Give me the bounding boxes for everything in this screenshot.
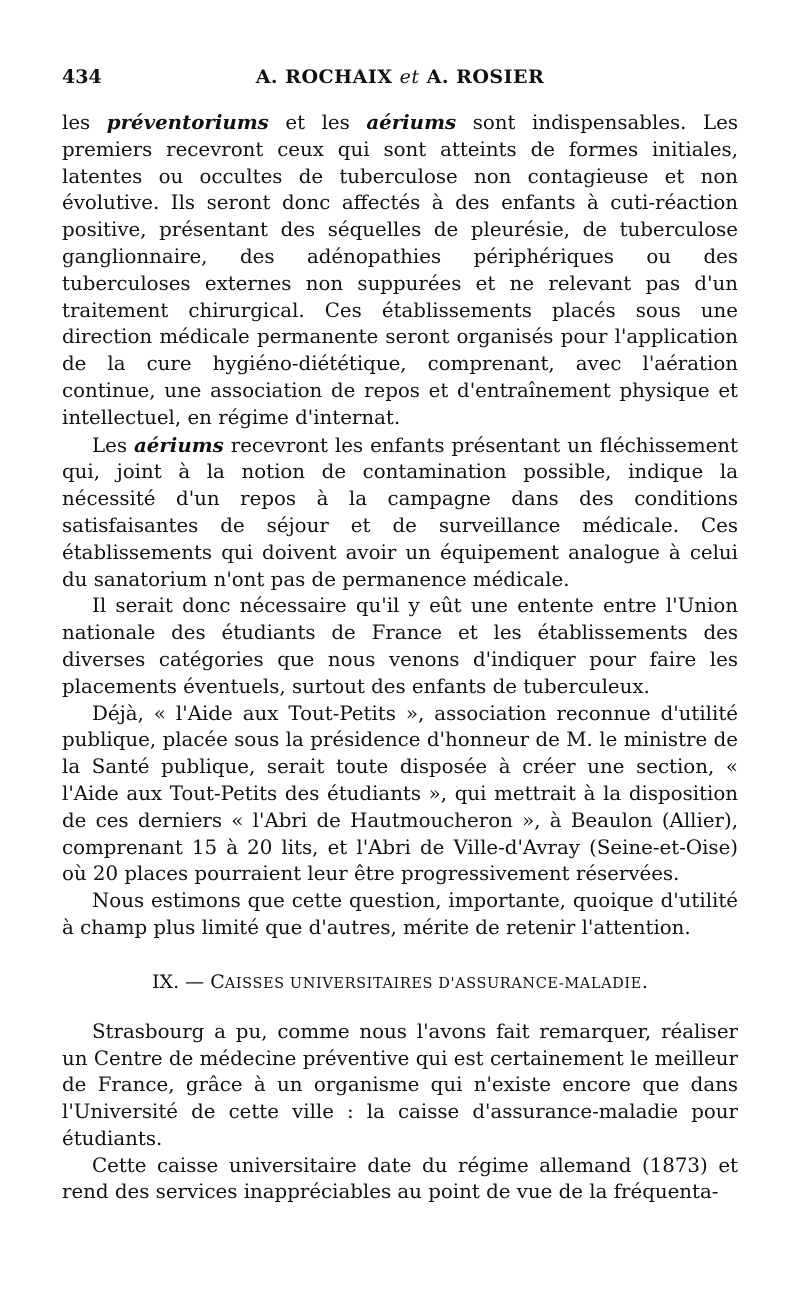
paragraph: Strasbourg a pu, comme nous l'avons fait remarquer, réaliser un Centre de médecine préventive qui est certainement le meilleur de France, grâce à un organisme qui n'existe encore que dans l'Université de cette ville : la caisse d'assurance-maladie pour étudiants. [62,1019,738,1150]
term-aeriums: aériums [366,110,457,134]
section-dash: — [185,970,205,993]
header-author-1: A. ROCHAIX [255,66,393,88]
paragraph: Cette caisse universitaire date du régime allemand (1873) et rend des services inappréciables au point de vue de la fréquenta- [62,1153,738,1204]
running-header [62,66,738,90]
paragraph: les préventoriums et les aériums sont indispensables. Les premiers recevront ceux qui sont atteints de formes initiales, latentes ou occultes de tuberculose non contagieuse et non évolutive. Ils seront donc affectés à des enfants à cuti-réaction positive, présentant des séquelles de pleurésie, de tuberculose ganglionnaire, des adénopathies périphériques ou des tuberculoses externes non suppurées et ne relevant pas d'un traitement chirurgical. Ces établissements placés sous une direction médicale permanente seront organisés pour l'application de la cure hygiéno-diététique, comprenant, avec l'aération continue, une association de repos et d'entraînement physique et intellectuel, en régime d'internat. [62,110,738,429]
paragraph: Les aériums recevront les enfants présentant un fléchissement qui, joint à la notion de contamination possible, indique la nécessité d'un repos à la campagne dans des conditions satisfaisantes de séjour et de surveillance médicale. Ces établissements qui doivent avoir un équipement analogue à celui du sanatorium n'ont pas de permanence médicale. [62,432,738,591]
page-number: 434 [62,66,102,88]
header-conjunction: et [399,66,420,88]
paragraph: Il serait donc nécessaire qu'il y eût une entente entre l'Union nationale des étudiants de France et les établissements des diverses catégories que nous venons d'indiquer pour faire les placements éventuels, surtout des enfants de tuberculeux. [62,594,738,698]
paragraph: Déjà, « l'Aide aux Tout-Petits », association reconnue d'utilité publique, placée sous la présidence d'honneur de M. le ministre de la Santé publique, serait toute disposée à créer une section, « l'Aide aux Tout-Petits des étudiants », qui mettrait à la disposition de ces derniers « l'Abri de Hautmoucheron », à Beaulon (Allier), comprenant 15 à 20 lits, et l'Abri de Ville-d'Avray (Seine-et-Oise) où 20 places pourraient leur être progressivement réservées. [62,701,738,886]
paragraph: Nous estimons que cette question, importante, quoique d'utilité à champ plus limité que d'autres, mérite de retenir l'attention. [62,889,738,939]
body-text [62,109,738,1206]
header-authors [62,66,738,88]
section-title: CAISSES UNIVERSITAIRES D'ASSURANCE-MALADIE. [210,970,648,993]
header-author-2: A. ROSIER [426,66,545,88]
term-preventoriums: préventoriums [106,110,269,134]
section-heading [62,968,738,998]
section-number: IX. [152,970,180,993]
term-aeriums: aériums [133,432,224,457]
